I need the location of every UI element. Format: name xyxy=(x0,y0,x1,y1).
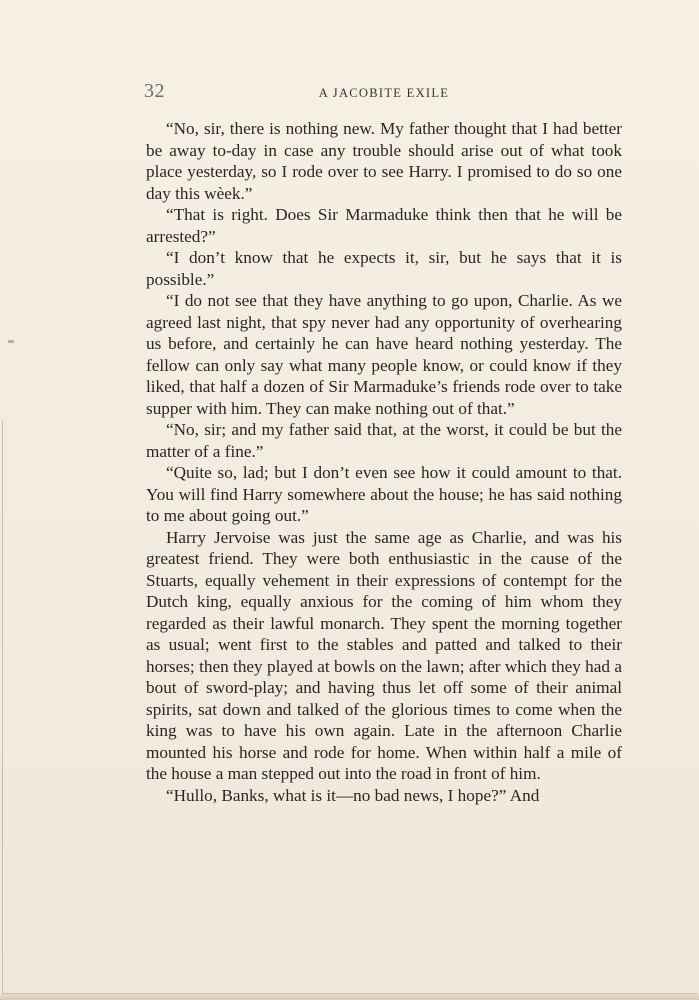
body-text xyxy=(146,118,622,806)
paragraph: “Quite so, lad; but I don’t even see how it could amount to that. You will find Harry somewhere about the house; he has said nothing to me about going out.” xyxy=(146,463,622,525)
paragraph: “That is right. Does Sir Marmaduke think then that he will be arrested?” xyxy=(146,205,622,246)
paragraph: “I do not see that they have anything to go upon, Charlie. As we agreed last night, that spy never had any opportunity of overhearing us before, and certainly he can have heard nothing yesterday. The fellow can only say what many people know, or could know if they liked, that half a dozen of Sir Marmaduke’s friends rode over to take supper with him. They can make nothing out of that.” xyxy=(146,291,622,418)
page-bottom-edge xyxy=(0,994,699,1000)
page-number: 32 xyxy=(144,80,165,102)
paragraph: “I don’t know that he expects it, sir, but he says that it is possible.” xyxy=(146,248,622,289)
margin-mark xyxy=(8,340,14,343)
page-edge-line xyxy=(2,420,3,1000)
paragraph: “No, sir, there is nothing new. My father thought that I had better be away to-day in case any trouble should arise out of what took place yesterday, so I rode over to see Harry. I promised to do so one day this wèek.” xyxy=(146,119,622,203)
paragraph: “Hullo, Banks, what is it—no bad news, I hope?” And xyxy=(166,785,540,805)
running-title: A JACOBITE EXILE xyxy=(318,86,450,100)
paragraph: Harry Jervoise was just the same age as Charlie, and was his greatest friend. They were both enthusiastic in the cause of the Stuarts, equally vehement in their expressions of contempt for the Dutch king, equally anxious for the coming of him whom they regarded as their lawful monarch. They spent the morning together as usual; went first to the stables and patted and talked to their horses; then they played at bowls on the lawn; after which they had a bout of sword-play; and having thus let off some of their animal spirits, sat down and talked of the glorious times to come when the king was to have his own again. Late in the afternoon Charlie mounted his horse and rode for home. When within half a mile of the house a man stepped out into the road in front of him. xyxy=(146,527,622,783)
page-header xyxy=(144,80,624,110)
paragraph: “No, sir; and my father said that, at the worst, it could be but the matter of a fine.” xyxy=(146,420,622,461)
